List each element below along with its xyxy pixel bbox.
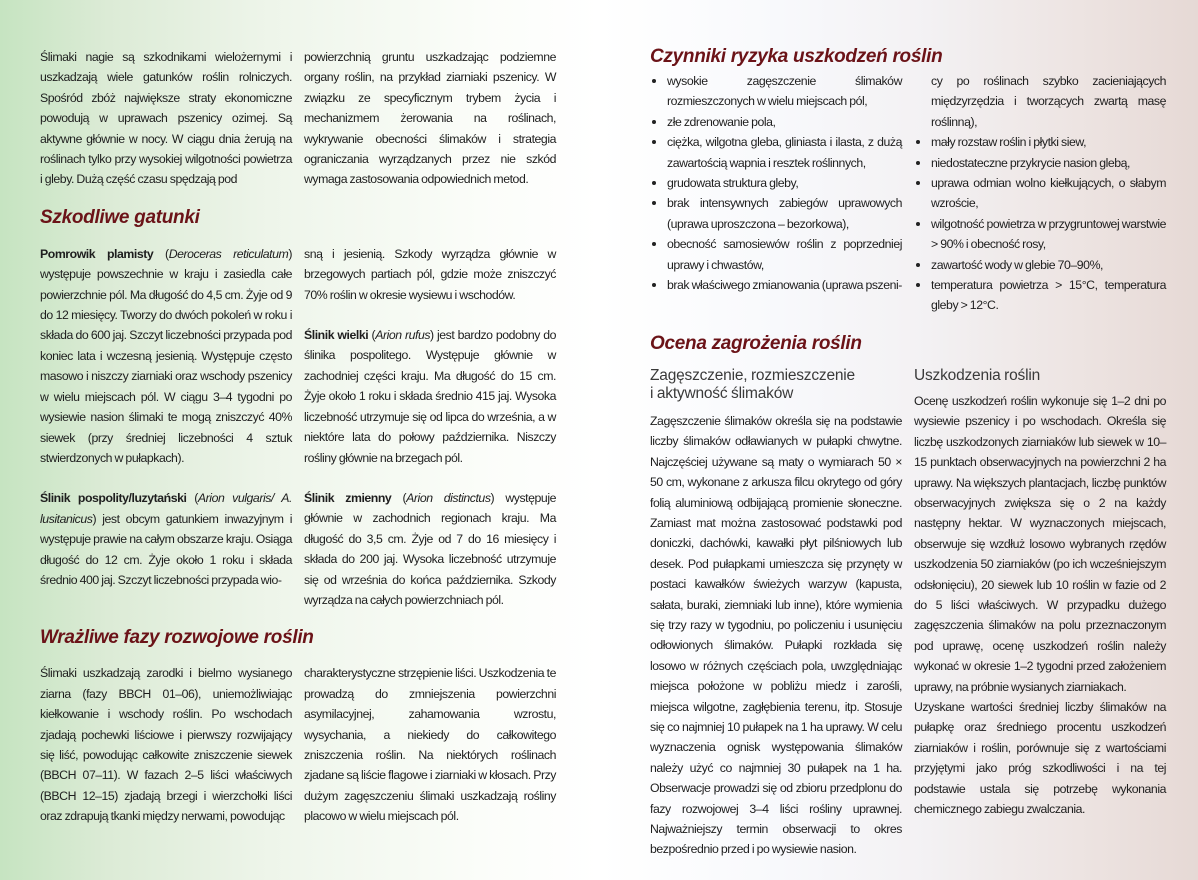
risk-factor-item xyxy=(914,173,1166,214)
damage-paragraph-2: Uzyskane wartości średniej liczby ślimaków na pułapkę oraz średniego procentu uszkodzeń ziarniaków i roślin, porównuje się z wartościami przyjętymi jako próg szkodliwości i na tej podstawie ustala się potrzebę wykonania chemicznego zabiegu zwalczania. xyxy=(914,699,1166,816)
risk-factor-text: uprawa odmian wolno kiełkujących, o słabym wzroście, xyxy=(931,176,1166,211)
intro-column-2 xyxy=(304,47,556,190)
species-entry xyxy=(40,488,292,590)
risk-factor-text: niedostateczne przykrycie nasion glebą, xyxy=(931,155,1131,170)
risk-factor-item xyxy=(650,234,902,275)
species-column-1 xyxy=(40,244,292,591)
bullet-icon xyxy=(916,140,920,144)
bullet-icon xyxy=(652,181,656,185)
subsection-heading: Uszkodzenia roślin xyxy=(914,366,1040,384)
bullet-icon xyxy=(916,263,920,267)
risk-factor-text: obecność samosiewów roślin z poprzedniej uprawy i chwastów, xyxy=(667,237,902,272)
section-heading: Ocena zagrożenia roślin xyxy=(650,332,862,354)
intro-row xyxy=(40,47,599,190)
species-description: występuje powszechnie w kraju i zasiedla całe powierzchnie pól. Ma długość do 4,5 cm. Żyje od 9 do 12 miesięcy. Tworzy do dwóch pokoleń w roku i składa do 600 jaj. Szczyt liczebności przypada pod koniec lata i wczesną jesienią. Występuje często masowo i niszczy ziarniaki oraz wschody pszenicy w wielu miejscach pól. W ciągu 3–4 tygodni po wysiewie nasion ślimaki te mogą zniszczyć 40% siewek (przy średniej liczebności 4 sztuk stwierdzonych w pułapkach). xyxy=(40,267,292,465)
risk-factors-section xyxy=(650,45,1198,69)
threat-assessment-section xyxy=(650,332,1198,356)
threat-assessment-row xyxy=(650,367,1198,860)
risk-factor-item xyxy=(650,112,902,132)
bullet-icon xyxy=(652,140,656,144)
phases-paragraph-1: Ślimaki uszkadzają zarodki i bielmo wysianego ziarna (fazy BBCH 01–06), uniemożliwiając kiełkowanie i wschody roślin. Po wschodach zjadają pochewki liściowe i pierwszy rozwijający się liść, powodując całkowite zniszczenie siewek (BBCH 07–11). W fazach 2–5 liści właściwych (BBCH 12–15) zjadają brzegi i wierzchołki liści oraz zdrapują tkanki między nerwami, powodując xyxy=(40,666,292,824)
species-entry xyxy=(304,325,556,468)
damage-column xyxy=(914,367,1166,820)
species-name: Ślinik wielki xyxy=(304,328,369,343)
species-latin-name: Deroceras reticulatum xyxy=(168,246,289,261)
risk-factors-column-1 xyxy=(650,71,902,295)
risk-factor-item xyxy=(914,214,1166,255)
paren-open: ( xyxy=(391,490,407,505)
density-paragraph: Zagęszczenie ślimaków określa się na podstawie liczby ślimaków odławianych w pułapki chwytne. Najczęściej używane są maty o wymiarach 50 × 50 cm, wykonane z arkusza filcu okrytego od góry folią aluminiową odbijającą promienie słoneczne. Zamiast mat można zastosować podstawki pod doniczki, dachówki, kawałki płyt pilśniowych lub desek. Pod pułapkami umieszcza się przynęty w postaci kawałków świeżych warzyw (kapusta, sałata, buraki, ziemniaki lub inne), które wymienia się trzy razy w tygodniu, po policzeniu i usunięciu odłowionych ślimaków. Pułapki rozkłada się losowo w różnych częściach pola, uwzględniając miejsca położone w pobliżu miedz i zarośli, miejsca wilgotne, zagłębienia terenu, itp. Stosuje się co najmniej 10 pułapek na 1 ha uprawy. W celu wyznaczenia ognisk występowania ślimaków należy użyć co najmniej 30 pułapek na 1 ha. Obserwacje prowadzi się od zbioru przedplonu do fazy rozwojowej 3–4 liści rośliny uprawnej. Najważniejszy termin obserwacji to okres bezpośrednio przed i po wysiewie nasion. xyxy=(650,413,902,857)
risk-factor-text: grudowata struktura gleby, xyxy=(667,176,799,191)
intro-paragraph-2: powierzchnią gruntu uszkadzając podziemne organy roślin, na przykład ziarniaki pszenicy. W związku ze specyficznym trybem życia i mechanizmem żerowania na roślinach, wykrywanie obecności ślimaków i strategia ograniczania wyrządzanych przez nie szkód wymaga zastosowania odpowiednich metod. xyxy=(304,50,556,187)
right-page xyxy=(599,0,1198,880)
phases-paragraph-2: charakterystyczne strzępienie liści. Uszkodzenia te prowadzą do zmniejszenia powierzchni asymilacyjnej, zahamowania wzrostu, wysychania, a niekiedy do całkowitego zniszczenia roślin. Na niektórych roślinach zjadane są liście flagowe i ziarniaki w kłosach. Przy dużym zagęszczeniu ślimaki uszkadzają rośliny placowo w wielu miejscach pól. xyxy=(304,666,556,824)
phases-column-1 xyxy=(40,663,292,826)
species-description: jest bardzo podobny do ślinika pospolitego. Występuje głównie w zachodniej części kraju. Ma długość do 15 cm. Żyje około 1 roku i składa średnio 415 jaj. Wysoka liczebność utrzymuje się od lipca do września, a w niektóre lata do połowy października. Niszczy rośliny głównie na brzegach pól. xyxy=(304,328,556,465)
paren-close: ) xyxy=(430,328,434,343)
intro-column-1 xyxy=(40,47,292,190)
bullet-icon xyxy=(652,242,656,246)
damage-paragraph-1: Ocenę uszkodzeń roślin wykonuje się 1–2 dni po wysiewie pszenicy i po wschodach. Określa się liczbę uszkodzonych ziarniaków lub siewek w 10–15 punktach obserwacyjnych na powierzchni 2 ha uprawy. Na większych plantacjach, liczbę punktów obserwacyjnych zwiększa się o 2 na każdy następny hektar. W wyznaczonych miejscach, obserwuje się wzdłuż losowo wybranych rzędów uszkodzenia 50 ziarniaków (po ich wcześniejszym odsłonięciu), 20 siewek lub 10 roślin w fazie od 2 do 5 liści właściwych. W przypadku dużego zagęszczenia ślimaków na polu przeznaczonym pod uprawę, ocenę uszkodzeń roślin należy wykonać w okresie 1–2 tygodni przed założeniem uprawy, na próbnie wysianych ziarniakach. xyxy=(914,393,1166,694)
risk-factor-text: wilgotność powietrza w przygruntowej warstwie > 90% i obecność rosy, xyxy=(931,216,1166,252)
bullet-icon xyxy=(916,222,920,226)
risk-factor-item xyxy=(650,132,902,173)
harmful-species-section xyxy=(40,206,599,230)
risk-factor-text: mały rozstaw roślin i płytki siew, xyxy=(931,135,1087,150)
risk-factor-item xyxy=(650,275,902,295)
density-column xyxy=(650,367,902,860)
risk-factor-text: temperatura powietrza > 15°C, temperatura gleby > 12°C. xyxy=(931,278,1166,313)
section-heading: Szkodliwe gatunki xyxy=(40,206,200,228)
risk-factor-text: złe zdrenowanie pola, xyxy=(667,114,776,129)
bullet-icon xyxy=(652,283,656,287)
bullet-icon xyxy=(916,161,920,165)
paren-open: ( xyxy=(153,246,169,261)
phases-row xyxy=(40,663,599,826)
species-entry xyxy=(304,488,556,610)
species-latin-name: Arion distinctus xyxy=(406,490,491,505)
bullet-icon xyxy=(916,283,920,287)
risk-factor-text: wysokie zagęszczenie ślimaków rozmieszczonych w wielu miejscach pól, xyxy=(667,74,902,109)
species-latin-name: Arion rufus xyxy=(375,328,431,343)
risk-factor-text: brak intensywnych zabiegów uprawowych (uprawa uproszczona – bezorkowa), xyxy=(667,196,902,231)
risk-factor-item xyxy=(650,193,902,234)
risk-factor-item xyxy=(914,153,1166,173)
sensitive-phases-section xyxy=(40,626,599,650)
risk-factor-item xyxy=(650,173,902,193)
paren-open: ( xyxy=(186,491,198,506)
risk-factor-text: zawartość wody w glebie 70–90%, xyxy=(931,257,1104,272)
species-row xyxy=(40,244,599,611)
risk-factors-list-2 xyxy=(914,132,1166,316)
species-description-continued: sną i jesienią. Szkody wyrządza głównie w brzegowych partiach pól, gdzie może zniszczyć 70% roślin w okresie wysiewu i wschodów. xyxy=(304,246,556,302)
paren-close: ) xyxy=(490,490,495,505)
paren-close: ) xyxy=(288,246,292,261)
species-name: Pomrowik plamisty xyxy=(40,246,154,261)
section-heading: Wrażliwe fazy rozwojowe roślin xyxy=(40,627,314,649)
risk-factor-text: brak właściwego zmianowania (uprawa pszeni- xyxy=(667,278,902,293)
bullet-icon xyxy=(652,120,656,124)
subsection-heading: Zagęszczenie, rozmieszczenie i aktywność ślimaków xyxy=(650,366,855,402)
risk-factors-row xyxy=(650,71,1198,316)
species-entry xyxy=(40,244,292,468)
species-description: występuje głównie w zachodnich regionach kraju. Ma długość do 3,5 cm. Żyje od 7 do 16 miesięcy i składa do 200 jaj. Wysoka liczebność utrzymuje się od września do końca października. Szkody wyrządza na całych powierzchniach pól. xyxy=(304,490,556,607)
species-name: Ślinik pospolity/luzytański xyxy=(40,491,187,506)
bullet-icon xyxy=(652,79,656,83)
paren-open: ( xyxy=(368,328,376,343)
section-heading: Czynniki ryzyka uszkodzeń roślin xyxy=(650,46,943,67)
risk-factor-continued: cy po roślinach szybko zacieniających międzyrzędzia i tworzących zwartą masę roślinną), xyxy=(931,74,1166,129)
risk-factor-item xyxy=(914,275,1166,316)
intro-paragraph-1: Ślimaki nagie są szkodnikami wielożernymi i uszkadzają wiele gatunków roślin rolniczych. Spośród zbóż największe straty ekonomiczne powodują w uprawach pszenicy ozimej. Są aktywne głównie w nocy. W ciągu dnia żerują na roślinach tylko przy wysokiej wilgotności powietrza i gleby. Dużą część czasu spędzają pod xyxy=(40,50,292,187)
risk-factor-item xyxy=(914,255,1166,275)
risk-factors-column-2 xyxy=(914,71,1166,316)
phases-column-2 xyxy=(304,663,556,826)
species-column-2 xyxy=(304,244,556,611)
bullet-icon xyxy=(652,201,656,205)
risk-factor-text: ciężka, wilgotna gleba, gliniasta i ilasta, z dużą zawartością wapnia i resztek roślinnych, xyxy=(667,135,902,170)
risk-factors-list xyxy=(650,71,902,295)
species-description: jest obcym gatunkiem inwazyjnym i występuje prawie na całym obszarze kraju. Osiąga długość do 12 cm. Żyje około 1 roku i składa średnio 400 jaj. Szczyt liczebności przypada wio- xyxy=(40,511,292,587)
species-latin-name: Arion vulgaris/ A. lusitanicus xyxy=(40,491,292,526)
species-name: Ślinik zmienny xyxy=(304,490,392,505)
risk-factor-item xyxy=(914,132,1166,152)
bullet-icon xyxy=(916,181,920,185)
paren-close: ) xyxy=(92,511,97,526)
risk-factor-item xyxy=(650,71,902,112)
